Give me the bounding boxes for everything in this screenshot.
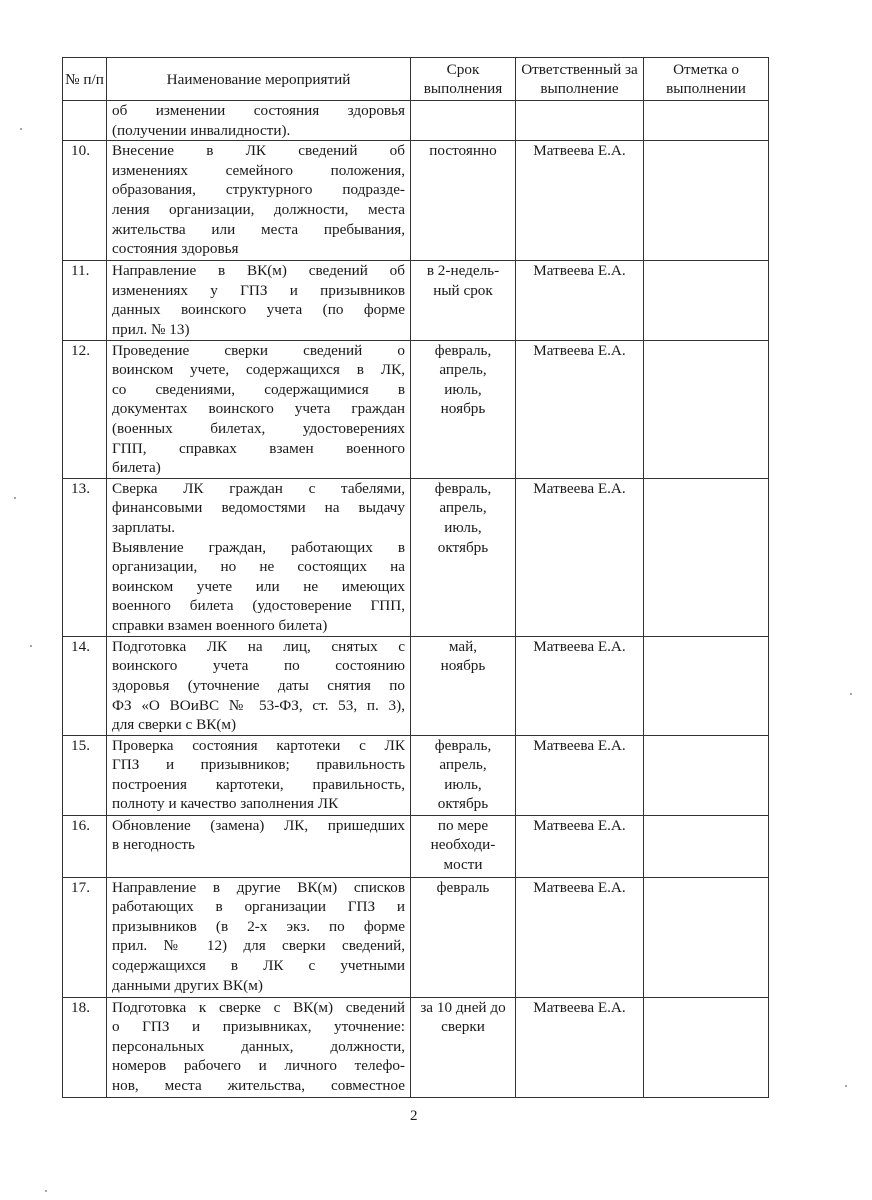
row-number: 12. (63, 340, 107, 478)
table-row (63, 478, 769, 636)
row-number: 16. (63, 815, 107, 877)
completion-mark (644, 735, 769, 815)
table-row (63, 101, 769, 141)
description-line: содержащихся в ЛК с учетными (112, 957, 405, 975)
description-line: персональных данных, должности, (112, 1037, 405, 1055)
event-description (107, 340, 411, 478)
deadline-line: за 10 дней до (420, 998, 506, 1016)
deadline-line: октябрь (437, 538, 489, 556)
description-line: о ГПЗ и призывниках, уточнение: (112, 1018, 405, 1036)
completion-mark (644, 141, 769, 261)
description-line: Направление в другие ВК(м) списков (112, 878, 405, 896)
deadline-line: апрель, (439, 756, 487, 774)
deadline-line: необходи- (430, 836, 496, 854)
description-line: Проверка состояния картотеки с ЛК (112, 736, 405, 754)
deadline-line: февраль (436, 878, 490, 896)
event-description (107, 877, 411, 997)
responsible-person: Матвеева Е.А. (516, 877, 644, 997)
deadline (411, 636, 516, 735)
scan-speck (30, 645, 32, 647)
deadline-line: ноябрь (440, 400, 486, 418)
responsible-person: Матвеева Е.А. (516, 340, 644, 478)
deadline-line: ноябрь (440, 657, 486, 675)
table-body (63, 101, 769, 1098)
header-deadline: Срок выполнения (411, 58, 516, 101)
completion-mark (644, 478, 769, 636)
deadline-line: апрель, (439, 361, 487, 379)
description-line: ГПП, справках взамен военного (112, 439, 405, 457)
description-line: данных воинского учета (по форме (112, 301, 405, 319)
event-description (107, 478, 411, 636)
description-line: об изменении состояния здоровья (112, 102, 405, 119)
description-line: нов, места жительства, совместное (112, 1077, 405, 1095)
description-line: для сверки с ВК(м) (112, 716, 237, 734)
deadline-line: июль, (444, 380, 482, 398)
description-line: номеров рабочего и личного телефо- (112, 1057, 405, 1075)
deadline-line: ный срок (433, 281, 493, 299)
description-line: воинского учета по состоянию (112, 657, 405, 675)
responsible-person: Матвеева Е.А. (516, 478, 644, 636)
deadline-line: май, (448, 637, 478, 655)
row-number (63, 101, 107, 141)
deadline (411, 340, 516, 478)
description-line: жительства или места пребывания, (112, 220, 405, 238)
description-line: Подготовка ЛК на лиц, снятых с (112, 637, 405, 655)
description-line: призывников (в 2-х экз. по форме (112, 917, 405, 935)
deadline (411, 478, 516, 636)
deadline (411, 101, 516, 141)
deadline-line: июль, (444, 775, 482, 793)
description-line: в негодность (112, 836, 195, 854)
table-row (63, 735, 769, 815)
description-line: Сверка ЛК граждан с табелями, (112, 479, 405, 497)
deadline-line: июль, (444, 518, 482, 536)
description-line: организации, но не состоящих на (112, 558, 405, 576)
deadline (411, 877, 516, 997)
row-number: 15. (63, 735, 107, 815)
description-line: финансовыми ведомостями на выдачу (112, 499, 405, 517)
table-row (63, 340, 769, 478)
header-completion-mark: Отметка о выполнении (644, 58, 769, 101)
description-line: (получении инвалидности). (112, 121, 291, 139)
deadline-line: постоянно (429, 142, 497, 160)
description-line: работающих в организации ГПЗ и (112, 898, 405, 916)
responsible-person: Матвеева Е.А. (516, 997, 644, 1097)
table-row (63, 997, 769, 1097)
deadline-line: февраль, (434, 341, 492, 359)
responsible-person: Матвеева Е.А. (516, 141, 644, 261)
deadline-line: апрель, (439, 499, 487, 517)
completion-mark (644, 340, 769, 478)
description-line: Выявление граждан, работающих в (112, 538, 405, 556)
description-line: воинском учете или не имеющих (112, 577, 405, 595)
deadline-line: мости (443, 855, 483, 873)
table-row (63, 877, 769, 997)
description-line: зарплаты. (112, 518, 176, 536)
row-number: 17. (63, 877, 107, 997)
description-line: полноту и качество заполнения ЛК (112, 795, 339, 813)
description-line: (военных билетах, удостоверениях (112, 419, 405, 437)
deadline-line: февраль, (434, 736, 492, 754)
description-line: данными других ВК(м) (112, 976, 263, 994)
completion-mark (644, 997, 769, 1097)
deadline-line: октябрь (437, 795, 489, 813)
page-number: 2 (410, 1108, 418, 1124)
description-line: ГПЗ и призывников; правильность (112, 756, 405, 774)
completion-mark (644, 261, 769, 340)
completion-mark (644, 877, 769, 997)
responsible-person: Матвеева Е.А. (516, 636, 644, 735)
event-description (107, 735, 411, 815)
responsible-person: Матвеева Е.А. (516, 815, 644, 877)
event-description (107, 261, 411, 340)
description-line: прил. № 12) для сверки сведений, (112, 937, 405, 955)
description-line: ФЗ «О ВОиВС № 53-ФЗ, ст. 53, п. 3), (112, 696, 405, 714)
deadline-line: сверки (441, 1018, 485, 1036)
description-line: справки взамен военного билета) (112, 616, 328, 634)
description-line: документах воинского учета граждан (112, 400, 405, 418)
description-line: изменениях у ГПЗ и призывников (112, 281, 405, 299)
table-row (63, 815, 769, 877)
event-description (107, 997, 411, 1097)
row-number: 10. (63, 141, 107, 261)
responsible-person: Матвеева Е.А. (516, 261, 644, 340)
event-description (107, 141, 411, 261)
table-row (63, 636, 769, 735)
completion-mark (644, 815, 769, 877)
description-line: Внесение в ЛК сведений об (112, 142, 405, 160)
deadline (411, 735, 516, 815)
description-line: Обновление (замена) ЛК, пришедших (112, 816, 405, 834)
description-line: прил. № 13) (112, 320, 190, 338)
deadline-line: в 2-недель- (426, 262, 500, 280)
header-number: № п/п (63, 58, 107, 101)
completion-mark (644, 636, 769, 735)
deadline (411, 141, 516, 261)
event-description (107, 815, 411, 877)
event-description (107, 636, 411, 735)
description-line: воинском учете, содержащихся в ЛК, (112, 361, 405, 379)
row-number: 11. (63, 261, 107, 340)
description-line: состояния здоровья (112, 240, 239, 258)
description-line: Подготовка к сверке с ВК(м) сведений (112, 998, 405, 1016)
description-line: образования, структурного подразде- (112, 181, 405, 199)
row-number: 18. (63, 997, 107, 1097)
description-line: изменениях семейного положения, (112, 161, 405, 179)
deadline-line: февраль, (434, 479, 492, 497)
description-line: Направление в ВК(м) сведений об (112, 262, 405, 280)
deadline (411, 997, 516, 1097)
description-line: здоровья (уточнение даты снятия по (112, 676, 405, 694)
scan-speck (850, 693, 852, 695)
table-row (63, 141, 769, 261)
description-line: ления организации, должности, места (112, 200, 405, 218)
description-line: построения картотеки, правильность, (112, 775, 405, 793)
scan-speck (45, 1190, 47, 1192)
completion-mark (644, 101, 769, 141)
table-header-row (63, 58, 769, 101)
description-line: билета) (112, 459, 161, 477)
responsible-person (516, 101, 644, 141)
deadline (411, 261, 516, 340)
description-line: со сведениями, содержащимися в (112, 380, 405, 398)
deadline (411, 815, 516, 877)
scan-speck (14, 497, 16, 499)
scan-speck (20, 128, 22, 130)
event-description (107, 101, 411, 141)
header-event-name: Наименование мероприятий (107, 58, 411, 101)
responsible-person: Матвеева Е.А. (516, 735, 644, 815)
deadline-line: по мере (437, 816, 489, 834)
scan-speck (845, 1085, 847, 1087)
header-responsible: Ответственный за выполнение (516, 58, 644, 101)
table-row (63, 261, 769, 340)
description-line: военного билета (удостоверение ГПП, (112, 597, 405, 615)
row-number: 13. (63, 478, 107, 636)
events-table (62, 57, 769, 1098)
description-line: Проведение сверки сведений о (112, 341, 405, 359)
row-number: 14. (63, 636, 107, 735)
